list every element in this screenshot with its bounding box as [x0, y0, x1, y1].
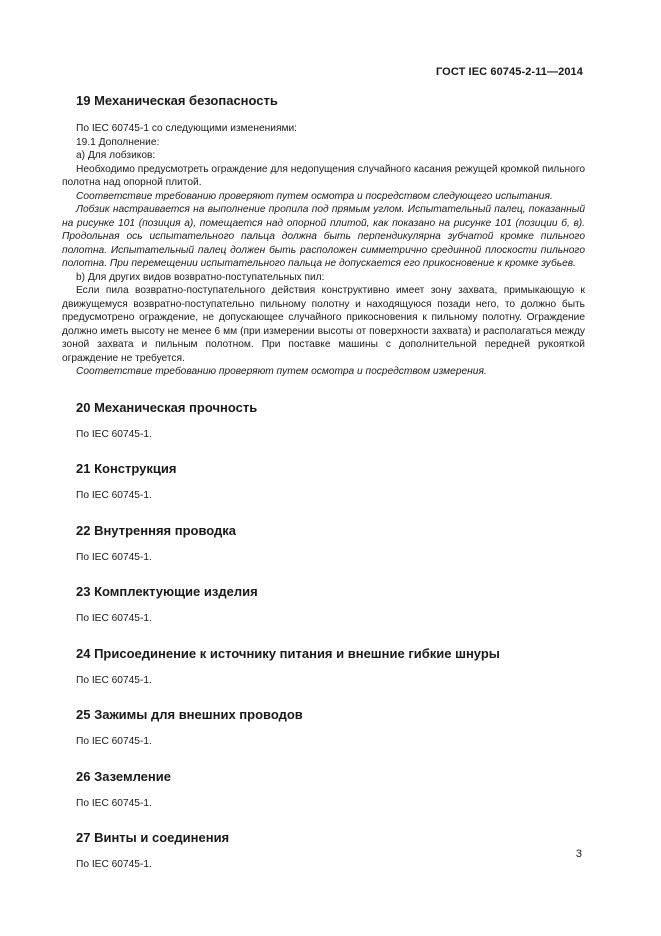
section-21-text: По IEC 60745-1. [76, 490, 152, 501]
section-26-title: 26 Заземление [76, 768, 171, 784]
section-23-title: 23 Комплектующие изделия [76, 584, 258, 599]
section-23-text: По IEC 60745-1. [76, 613, 152, 624]
section-26-text: По IEC 60745-1. [76, 797, 152, 809]
paragraph-compliance-2: Соответствие требованию проверяют путем осмотра и посредством измерения. [76, 366, 487, 377]
document-body [62, 92, 585, 872]
section-19-title: 19 Механическая безопасность [76, 93, 278, 108]
section-22-title: 22 Внутренняя проводка [76, 522, 237, 538]
paragraph-test-procedure: Лобзик настраивается на выполнение пропила под прямым углом. Испытательный палец, показанный на рисунке 101 (позиция а), помещается над опорной плитой, как показано на рисунке 101 (позиции б, в). Продольная ось испытательного пальца должна быть перпендикулярна зубчатой кромке пильного полотна. Испытательный палец должен быть расположен симметрично срединной плоскости пильного полотна. При перемещении испытательного пальца не допускается его прикосновение к кромке зубьев. [62, 204, 585, 269]
item-b: b) Для других видов возвратно-поступательных пил: [76, 271, 325, 283]
section-20-title: 20 Механическая прочность [76, 399, 258, 415]
paragraph-guard: Необходимо предусмотреть ограждение для недопущения случайного касания режущей кромкой пильного полотна над опорной плитой. [62, 163, 585, 188]
paragraph-reciprocating: Если пила возвратно-поступательного действия конструктивно имеет зону захвата, примыкающую к движущемуся возвратно-поступательно пильному полотну и находящуюся позади него, то должно быть предусмотрено ограждение, не допускающее случайного прикосновения к пильному полотну. Ограждение должно иметь высоту не менее 6 мм (при измерении высоты от поверхности захвата) и располагаться между зоной захвата и пильным полотном. При поставке машины с дополнительной передней рукояткой ограждение не требуется. [62, 285, 585, 364]
section-20-text: По IEC 60745-1. [76, 428, 152, 440]
section-21-title: 21 Конструкция [76, 461, 177, 476]
section-25-text: По IEC 60745-1. [76, 736, 152, 747]
section-25-title: 25 Зажимы для внешних проводов [76, 707, 303, 722]
page-number: 3 [575, 848, 582, 860]
paragraph-compliance-1: Соответствие требованию проверяют путем осмотра и посредством следующего испытания. [76, 190, 553, 202]
section-24-title: 24 Присоединение к источнику питания и внешние гибкие шнуры [76, 645, 500, 661]
document-header: ГОСТ IEC 60745-2-11—2014 [435, 66, 583, 78]
section-22-text: По IEC 60745-1. [76, 551, 152, 563]
section-24-text: По IEC 60745-1. [76, 674, 152, 686]
section-27-text: По IEC 60745-1. [76, 859, 152, 870]
item-a: а) Для лобзиков: [76, 150, 156, 161]
section-19-intro: По IEC 60745-1 со следующими изменениями: [76, 123, 297, 134]
section-27-title: 27 Винты и соединения [76, 830, 230, 845]
clause-19-1: 19.1 Дополнение: [76, 136, 160, 148]
